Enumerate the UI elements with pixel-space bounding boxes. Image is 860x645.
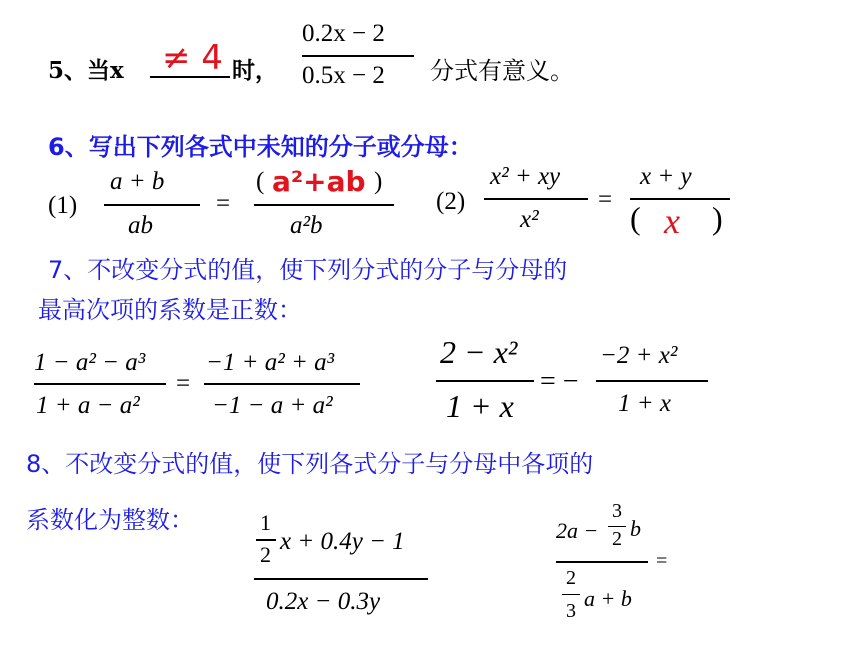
q6-part2-right-numerator: x + y xyxy=(640,163,692,190)
q5-fraction-numerator: 0.2x − 2 xyxy=(302,20,385,47)
q5-suffix: 分式有意义。 xyxy=(430,57,574,85)
q8-expr1-half-denominator: 2 xyxy=(260,542,271,567)
q8-expr2-main-bar xyxy=(556,561,648,563)
q8-expr2-num-frac-numerator: 3 xyxy=(612,500,622,522)
q8-expr2-num-frac-bar xyxy=(608,526,626,527)
q6-part1-paren-open: ( xyxy=(256,168,265,195)
q5-answer: ≠ 4 xyxy=(162,38,223,78)
q7-expr2-right-denominator: 1 + x xyxy=(618,390,671,417)
q8-expr2-numerator-lead: 2a − xyxy=(556,518,599,543)
q7-expr1-left-denominator: 1 + a − a² xyxy=(36,392,140,419)
q7-line1: 7、不改变分式的值，使下列分式的分子与分母的 xyxy=(48,256,568,284)
q6-part1-equals: = xyxy=(216,190,231,217)
q7-expr2-left-numerator: 2 − x² xyxy=(440,334,518,370)
q6-part2-paren-open: ( xyxy=(630,200,641,236)
q6-part1-right-bar xyxy=(254,204,394,206)
q8-expr1-numerator-rest: x + 0.4y − 1 xyxy=(280,528,405,555)
q6-title: 6、写出下列各式中未知的分子或分母： xyxy=(48,133,473,161)
q8-expr1-main-bar xyxy=(254,578,428,580)
q6-part1-bar xyxy=(104,204,200,206)
q7-expr2-right-numerator: −2 + x² xyxy=(600,342,678,369)
q8-expr1-half-numerator: 1 xyxy=(260,510,271,535)
q8-expr1-half-bar xyxy=(256,539,276,541)
q5-fraction-denominator: 0.5x − 2 xyxy=(302,62,385,89)
q7-expr1-right-denominator: −1 − a + a² xyxy=(212,392,333,419)
q6-part1-denominator: ab xyxy=(128,212,153,239)
q6-part2-numerator: x² + xy xyxy=(490,163,561,190)
q5-prefix: 5、当x xyxy=(48,57,124,84)
q8-expr2-den-frac-bar xyxy=(562,594,580,595)
q7-line2: 最高次项的系数是正数： xyxy=(38,296,302,324)
q8-line2: 系数化为整数： xyxy=(26,506,194,534)
q7-expr1-left-bar xyxy=(34,383,166,385)
q7-expr2-right-bar xyxy=(596,380,708,382)
q7-expr2-left-bar xyxy=(436,380,534,382)
q7-expr1-right-bar xyxy=(204,383,360,385)
q5-fraction-bar xyxy=(302,55,414,57)
q6-part1-answer: a²+ab xyxy=(272,165,366,198)
q6-part2-bar xyxy=(484,198,588,200)
q7-expr2-left-denominator: 1 + x xyxy=(446,388,514,424)
q7-expr1-equals: = xyxy=(176,370,191,397)
q6-part1-numerator: a + b xyxy=(110,168,165,195)
q8-expr2-equals: = xyxy=(656,550,668,572)
q8-expr2-num-frac-denominator: 2 xyxy=(612,528,622,550)
q8-expr2-den-frac-numerator: 2 xyxy=(566,567,576,589)
q8-expr1-denominator: 0.2x − 0.3y xyxy=(266,588,381,615)
q8-expr2-denominator-tail: a + b xyxy=(584,586,632,611)
q6-part2-label: (2) xyxy=(436,188,466,215)
q7-expr2-equals: = − xyxy=(540,366,579,397)
q5-middle: 时， xyxy=(232,57,278,84)
q7-expr1-right-numerator: −1 + a² + a³ xyxy=(206,349,335,376)
q8-line1: 8、不改变分式的值，使下列各式分子与分母中各项的 xyxy=(26,450,594,478)
q6-part2-answer: x xyxy=(664,201,680,241)
q6-part1-paren-close: ) xyxy=(374,168,383,195)
q8-expr2-den-frac-denominator: 3 xyxy=(566,600,576,622)
q6-part2-equals: = xyxy=(598,186,613,213)
q6-part2-denominator: x² xyxy=(520,206,539,233)
q6-part2-paren-close: ) xyxy=(712,200,723,236)
q7-expr1-left-numerator: 1 − a² − a³ xyxy=(34,349,146,376)
q6-part1-right-denominator: a²b xyxy=(290,212,323,239)
q6-part1-label: (1) xyxy=(48,192,78,219)
q8-expr2-numerator-tail: b xyxy=(630,516,641,541)
